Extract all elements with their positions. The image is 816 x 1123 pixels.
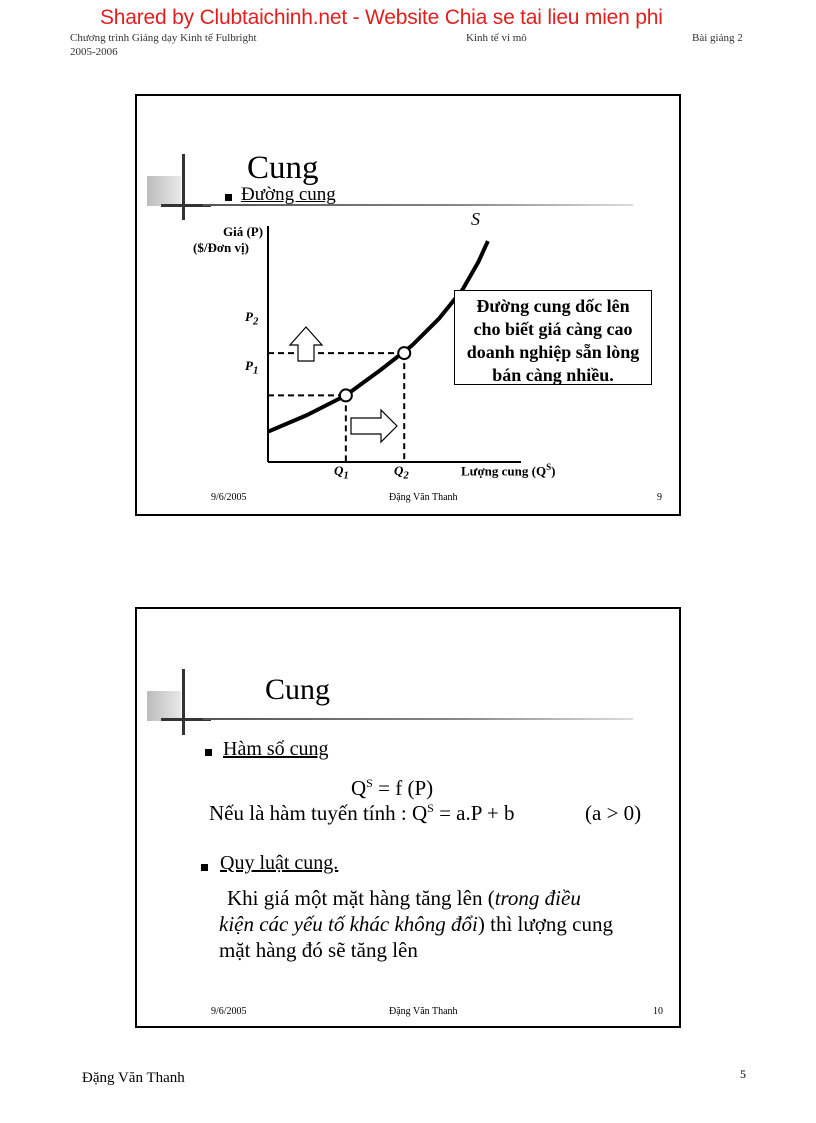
x-tick-q1: $Q_1$ [334,463,349,482]
slide-title: Cung [265,673,331,706]
y-tick-p2: $P_2$ [245,309,259,328]
header-course: Chương trình Giảng dạy Kinh tế Fulbright [70,32,257,44]
bullet-text: Đường cung [241,184,336,205]
page-footer-author: Đặng Văn Thanh [82,1070,185,1086]
slide-footer-number: 10 [653,1006,663,1017]
y-tick-p1: $P_1$ [245,358,259,377]
slide-10 [135,607,681,1028]
law-text-line2: kiện các yếu tố khác không đổi) thì lượng cung [219,912,613,936]
bullet-quy-luat-cung: Quy luật cung. [220,852,339,874]
slide-footer-date: 9/6/2005 [211,1006,247,1017]
x-axis-label: Lượng cung $(Q^S)$ [461,462,556,479]
up-arrow-icon [290,327,322,361]
page-number: 5 [740,1067,746,1081]
slide-footer-date: 9/6/2005 [211,492,247,503]
watermark-banner: Shared by Clubtaichinh.net - Website Chia se tai lieu mien phi [100,6,663,29]
slide-9 [135,94,681,516]
slide-footer-author: Đặng Văn Thanh [389,492,458,503]
slide-decoration [147,691,181,721]
slide-title: Cung [247,150,319,186]
right-arrow-icon [351,410,397,442]
header-subject: Kinh tế vi mô [466,32,527,44]
y-axis-label: Giá (P) [223,224,264,239]
title-rule [203,718,633,720]
point-p2 [398,347,410,359]
bullet-marker [205,749,212,756]
x-tick-q2: $Q_2$ [394,463,409,482]
formula-condition: (a > 0) [585,801,642,825]
header-year: 2005-2006 [70,46,118,58]
bullet-marker [201,864,208,871]
formula-supply-function: $Q^S = f$ (P) [351,776,434,800]
law-text-line3: mặt hàng đó sẽ tăng lên [219,938,418,962]
slide-footer-number: 9 [657,492,662,503]
header-lecture: Bài giảng 2 [692,32,743,44]
slide-footer-author: Đặng Văn Thanh [389,1006,458,1017]
y-axis-unit: ($/Đơn vị) [193,240,249,255]
bullet-ham-so-cung: Hàm số cung [223,738,329,760]
point-p1 [340,389,352,401]
callout-box: Đường cung dốc lên cho biết giá càng cao doanh nghiệp sẵn lòng bán càng nhiều. [454,290,652,385]
law-text-line1: Khi giá một mặt hàng tăng lên (trong điều [227,886,581,910]
formula-linear: Nếu là hàm tuyến tính : $Q^S = a.P + b$ [209,801,515,825]
curve-label-s: S [471,209,480,229]
